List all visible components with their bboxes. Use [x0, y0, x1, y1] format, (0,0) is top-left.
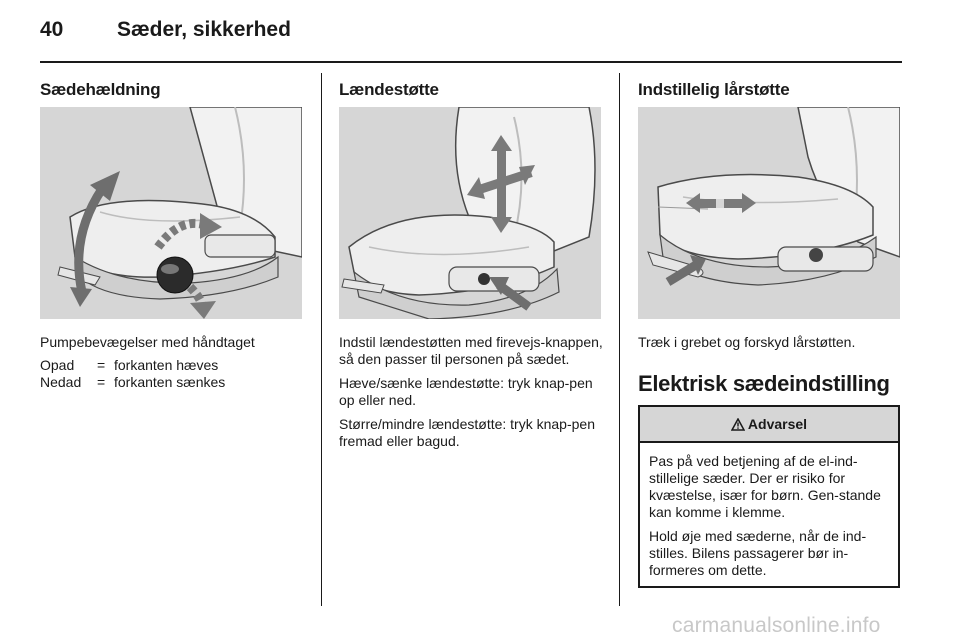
paragraph: Større/mindre lændestøtte: tryk knap-pen fremad eller bagud.: [339, 416, 595, 449]
definition-separator: =: [97, 357, 106, 373]
definition-separator: =: [97, 374, 106, 390]
column-divider-2: [619, 73, 620, 606]
warning-body: [640, 443, 898, 579]
header-rule: [40, 61, 902, 63]
warning-header: [640, 407, 898, 443]
page-number: 40: [40, 18, 64, 41]
seat-tilt-illustration-icon: [40, 107, 302, 319]
definition-term: Opad: [40, 357, 75, 373]
chapter-title: Sæder, sikkerhed: [117, 18, 291, 41]
warning-triangle-icon: [731, 418, 745, 431]
lumbar-support-text: [339, 334, 607, 457]
thigh-support-figure: [638, 107, 900, 319]
watermark: carmanualsonline.info: [672, 614, 881, 637]
paragraph: Indstil lændestøtten med firevejs-knappen, så den passer til personen på sædet.: [339, 334, 603, 367]
warning-title: Advarsel: [747, 416, 808, 432]
definition-row: [40, 374, 225, 391]
definition-row: [40, 357, 225, 374]
thigh-support-illustration-icon: [638, 107, 900, 319]
definition-description: forkanten hæves: [114, 357, 219, 373]
warning-box: [638, 405, 900, 588]
section-heading-seat-tilt: Sædehældning: [40, 80, 161, 99]
lumbar-support-figure: [339, 107, 601, 319]
definition-term: Nedad: [40, 374, 82, 390]
thigh-support-text: Træk i grebet og forskyd lårstøtten.: [638, 334, 856, 350]
definition-description: forkanten sænkes: [114, 374, 226, 390]
section-heading-thigh-support: Indstillelig lårstøtte: [638, 80, 790, 99]
seat-tilt-figure: [40, 107, 302, 319]
seat-tilt-intro: Pumpebevægelser med håndtaget: [40, 334, 255, 350]
paragraph: Hæve/sænke lændestøtte: tryk knap-pen op eller ned.: [339, 375, 593, 408]
column-divider-1: [321, 73, 322, 606]
section-heading-lumbar: Lændestøtte: [339, 80, 439, 99]
warning-paragraph: Pas på ved betjening af de el-ind-stillelige sæder. Der er risiko for kvæstelse, især for børn. Gen-stande kan komme i klemme.: [649, 453, 881, 520]
section-heading-electric-seat: Elektrisk sædeindstilling: [638, 371, 890, 396]
warning-paragraph: Hold øje med sæderne, når de ind-stilles. Bilens passagerer bør in-formeres om dette.: [649, 528, 867, 578]
lumbar-support-illustration-icon: [339, 107, 601, 319]
seat-tilt-definitions: [40, 357, 225, 391]
